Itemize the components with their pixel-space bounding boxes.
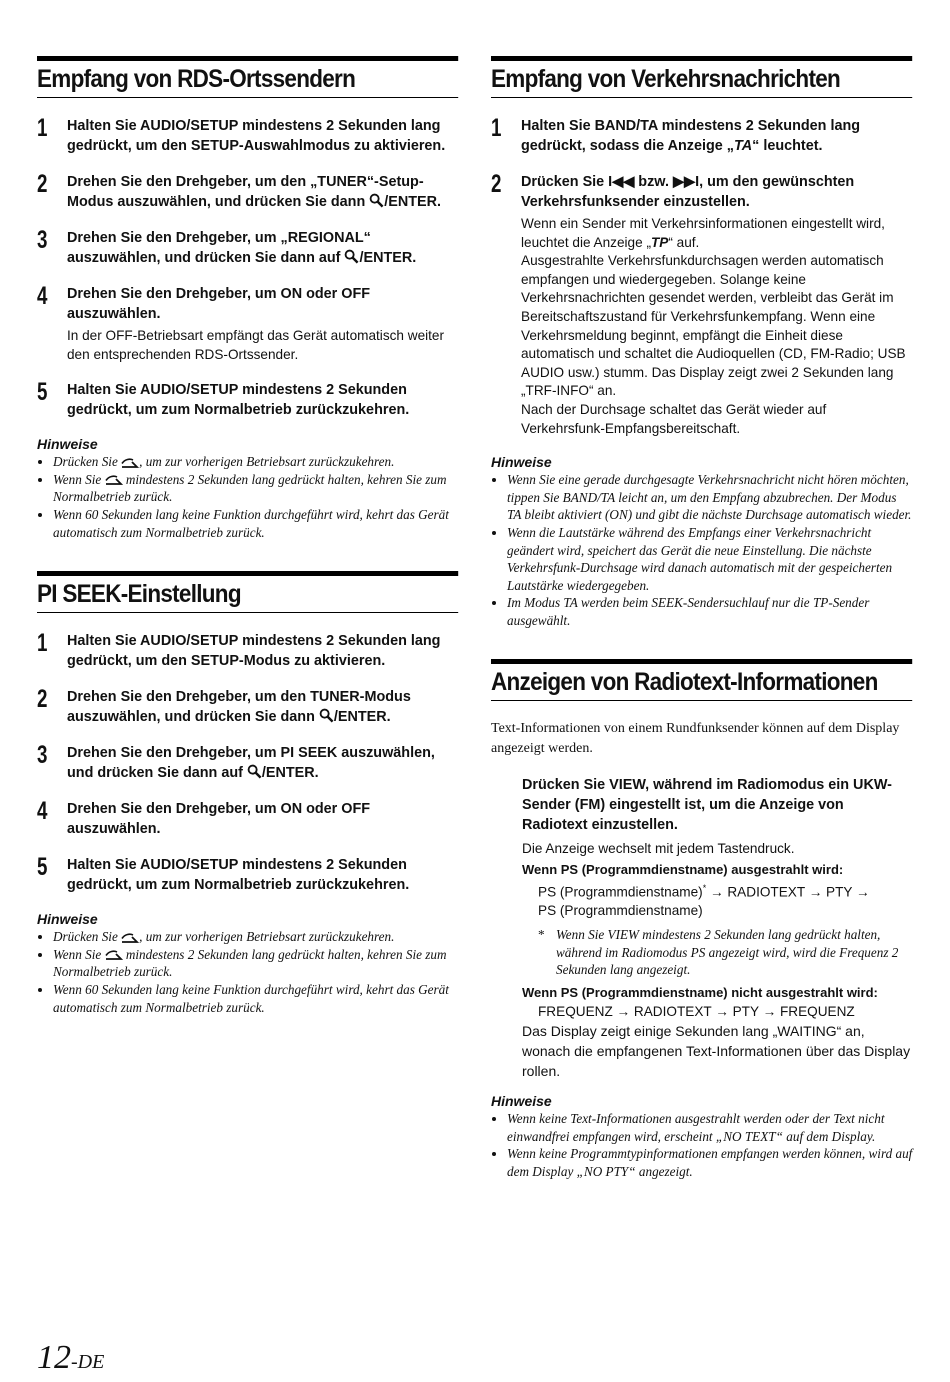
step-text-a: Halten Sie BAND/TA mindestens 2 Sekunden lang gedrückt, sodass die Anzeige „	[521, 118, 861, 154]
ta-indicator: TA	[734, 138, 753, 154]
hint-item	[53, 471, 459, 506]
step-number: 5	[37, 378, 48, 407]
step-text-b: “ leuchtet.	[752, 138, 823, 154]
hint-item	[53, 453, 459, 471]
step-text-a: Drehen Sie den Drehgeber, um „REGIONAL“ auszuwählen, und drücken Sie dann auf	[67, 230, 371, 266]
step-number: 4	[37, 797, 48, 826]
hint-item	[53, 928, 459, 946]
step-number: 1	[37, 629, 48, 658]
search-icon	[319, 708, 334, 723]
hint-text-a: Drücken Sie	[53, 929, 122, 945]
hint-text-b: mindestens 2 Sekunden lang gedrückt halten, kehren Sie zum Normalbetrieb zurück.	[53, 471, 447, 505]
hints-heading: Hinweise	[491, 454, 552, 471]
ps-off-label: Wenn PS (Programmdienstname) nicht ausgestrahlt wird:	[522, 984, 878, 1000]
hint-item: • Wenn 60 Sekunden lang keine Funktion durchgeführt wird, kehrt das Gerät automatisch zum Normalbetrieb zurück.	[53, 506, 459, 541]
right-column	[491, 56, 913, 1180]
page-number-value: 12	[37, 1339, 71, 1376]
traffic-step-2	[491, 172, 913, 438]
hints-heading: Hinweise	[491, 1092, 552, 1109]
step-number: 2	[37, 685, 48, 714]
radiotext-desc: Die Anzeige wechselt mit jedem Tastendruck.	[522, 840, 795, 856]
hints-heading: Hinweise	[37, 911, 98, 928]
hint-item: • Wenn keine Text-Informationen ausgestrahlt werden oder der Text nicht einwandfrei empfangen wird, erscheint „NO TEXT“ auf dem Display.	[507, 1110, 913, 1145]
step-description-3: Nach der Durchsage schaltet das Gerät wieder auf Verkehrsfunk-Empfangsbereitschaft.	[521, 401, 827, 436]
step-text: Halten Sie AUDIO/SETUP mindestens 2 Sekunden gedrückt, um zum Normalbetrieb zurückzukehren.	[67, 857, 410, 894]
ps-on-label: Wenn PS (Programmdienstname) ausgestrahlt wird:	[522, 861, 844, 877]
rds-step-5	[37, 380, 459, 420]
step-description	[521, 215, 913, 252]
step-number: 5	[37, 853, 48, 882]
hints-list	[491, 471, 913, 629]
search-icon	[344, 249, 359, 264]
step-text	[67, 172, 459, 212]
step-description-2: Ausgestrahlte Verkehrsfunkdurchsagen werden automatisch empfangen und wiedergegeben. Solange keine Verkehrsnachrichten gesendet werden, verbleibt das Gerät im Bereitschaftszustand für Verkehrsfunkempfang. Wenn eine Verkehrsmeldung beginnt, empfängt die Einheit diese automatisch und schaltet die Audioquellen (CD, FM-Radio; USB AUDIO usw.) stumm. Das Display zeigt zwei 2 Sekunden lang „TRF-INFO“ an.	[521, 253, 906, 399]
ps-on-seq-3: PS (Programmdienstname)	[538, 903, 703, 919]
desc-text-a: Wenn ein Sender mit Verkehrsinformationen eingestellt wird, leuchtet die Anzeige „	[521, 216, 885, 250]
ps-on-star: *	[702, 882, 707, 893]
step-number: 2	[491, 170, 502, 198]
hint-text-b: , um zur vorherigen Betriebsart zurückzukehren.	[139, 454, 395, 470]
hint-item: • Wenn Sie eine gerade durchgesagte Verkehrsnachricht nicht hören möchten, tippen Sie BAND/TA leicht an, um den Empfang abzubrechen. Der Modus TA bleibt aktiviert (ON) und gibt die nächste Durchsage automatisch wieder.	[507, 471, 913, 524]
step-text-b: /ENTER.	[261, 765, 319, 782]
step-text: Halten Sie AUDIO/SETUP mindestens 2 Sekunden gedrückt, um zum Normalbetrieb zurückzukehren.	[67, 382, 410, 419]
step-text-b: /ENTER.	[333, 709, 391, 726]
desc-text-b: “ auf.	[668, 234, 700, 250]
step-number: 3	[37, 226, 48, 254]
hint-text-a: Drücken Sie	[53, 454, 122, 470]
hint-item	[53, 946, 459, 981]
search-icon	[369, 193, 384, 208]
hints-list	[37, 453, 459, 541]
step-number: 3	[37, 741, 48, 770]
ps-on-seq-1: PS (Programmdienstname)	[538, 884, 703, 900]
rds-section	[37, 56, 459, 116]
view-footnote	[538, 926, 913, 979]
hints-heading: Hinweise	[37, 436, 98, 453]
step-number: 1	[37, 114, 48, 142]
hint-text-a: Wenn Sie	[53, 946, 105, 962]
waiting-text: Das Display zeigt einige Sekunden lang „WAITING“ an, wonach die empfangenen Text-Informationen über das Display rollen.	[522, 1022, 911, 1079]
radiotext-instruction-block	[522, 775, 913, 1081]
step-text-a: Drehen Sie den Drehgeber, um den „TUNER“-Setup-Modus auszuwählen, und drücken Sie dann	[67, 174, 424, 210]
piseek-step-3	[37, 743, 459, 783]
step-text: Drehen Sie den Drehgeber, um ON oder OFF auszuwählen.	[67, 801, 371, 838]
piseek-step-2	[37, 687, 459, 727]
step-text: Halten Sie AUDIO/SETUP mindestens 2 Sekunden lang gedrückt, um den SETUP-Auswahlmodus zu aktivieren.	[67, 118, 446, 154]
rds-step-4	[37, 284, 459, 364]
radiotext-intro: Text-Informationen von einem Rundfunksender können auf dem Display angezeigt werden.	[491, 721, 900, 757]
footnote-text: Wenn Sie VIEW mindestens 2 Sekunden lang gedrückt halten, während im Radiomodus PS angezeigt wird, wird die Frequenz 2 Sekunden lang angezeigt.	[556, 927, 899, 978]
back-icon	[105, 950, 123, 961]
step-text: Drehen Sie den Drehgeber, um ON oder OFF auszuwählen.	[67, 286, 371, 322]
step-number: 2	[37, 170, 48, 198]
section-title-radiotext: Anzeigen von Radiotext-Informationen	[491, 659, 913, 701]
step-number: 1	[491, 114, 502, 142]
back-icon	[105, 475, 123, 486]
rds-step-2	[37, 172, 459, 212]
ps-off-sequence: FREQUENZ → RADIOTEXT → PTY → FREQUENZ	[538, 1003, 855, 1019]
radiotext-section	[491, 659, 913, 719]
step-text-a: Drehen Sie den Drehgeber, um PI SEEK auszuwählen, und drücken Sie dann auf	[67, 745, 435, 782]
hint-item: • Im Modus TA werden beim SEEK-Sendersuchlauf nur die TP-Sender ausgewählt.	[507, 594, 913, 629]
footnote-mark: *	[538, 927, 545, 943]
radiotext-instruction: Drücken Sie VIEW, während im Radiomodus ein UKW-Sender (FM) eingestellt ist, um die Anzeige von Radiotext einzustellen.	[522, 776, 892, 833]
traffic-section	[491, 56, 913, 116]
search-icon	[247, 764, 262, 779]
hint-text-b: , um zur vorherigen Betriebsart zurückzukehren.	[139, 929, 395, 945]
hint-text-a: Wenn Sie	[53, 471, 105, 487]
step-text	[67, 743, 459, 783]
step-text	[67, 228, 459, 268]
page-number	[37, 1338, 104, 1382]
step-text	[67, 687, 459, 727]
ps-on-sequence	[538, 879, 913, 921]
hints-list	[491, 1110, 913, 1180]
piseek-step-5	[37, 855, 459, 895]
hint-item: • Wenn keine Programmtypinformationen empfangen werden können, wird auf dem Display „NO PTY“ angezeigt.	[507, 1145, 913, 1180]
back-icon	[121, 458, 139, 469]
piseek-step-1	[37, 631, 459, 671]
back-icon	[121, 933, 139, 944]
section-title-piseek: PI SEEK-Einstellung	[37, 571, 459, 613]
ps-on-seq-2: → RADIOTEXT → PTY →	[706, 884, 870, 900]
step-text	[521, 116, 913, 156]
step-text-b: /ENTER.	[359, 250, 417, 266]
tp-indicator: TP	[650, 234, 669, 250]
section-title-traffic: Empfang von Verkehrsnachrichten	[491, 56, 913, 98]
page-language-suffix: -DE	[71, 1351, 105, 1373]
piseek-step-4	[37, 799, 459, 839]
step-text-b: /ENTER.	[384, 194, 442, 210]
hint-item: • Wenn 60 Sekunden lang keine Funktion durchgeführt wird, kehrt das Gerät automatisch zum Normalbetrieb zurück.	[53, 981, 459, 1016]
piseek-section	[37, 571, 459, 631]
rds-step-3	[37, 228, 459, 268]
step-text-a: Drehen Sie den Drehgeber, um den TUNER-Modus auszuwählen, und drücken Sie dann	[67, 689, 411, 726]
hint-item: • Wenn die Lautstärke während des Empfangs einer Verkehrsnachricht geändert wird, speichert das Gerät die neue Einstellung. Die nächste Verkehrsfunk-Durchsage wird danach automatisch mit der gespeicherten Lautstärke wiedergegeben.	[507, 524, 913, 594]
hints-list	[37, 928, 459, 1016]
traffic-step-1	[491, 116, 913, 156]
rds-step-1	[37, 116, 459, 156]
step-text: Halten Sie AUDIO/SETUP mindestens 2 Sekunden lang gedrückt, um den SETUP-Modus zu aktivieren.	[67, 633, 441, 670]
left-column	[37, 56, 459, 1016]
step-description: In der OFF-Betriebsart empfängt das Gerät automatisch weiter den entsprechenden RDS-Ortssender.	[67, 328, 445, 362]
step-text: Drücken Sie I◀◀ bzw. ▶▶I, um den gewünschten Verkehrsfunksender einzustellen.	[521, 174, 855, 210]
hint-text-b: mindestens 2 Sekunden lang gedrückt halten, kehren Sie zum Normalbetrieb zurück.	[53, 946, 447, 980]
section-title-rds: Empfang von RDS-Ortssendern	[37, 56, 459, 98]
step-number: 4	[37, 282, 48, 310]
